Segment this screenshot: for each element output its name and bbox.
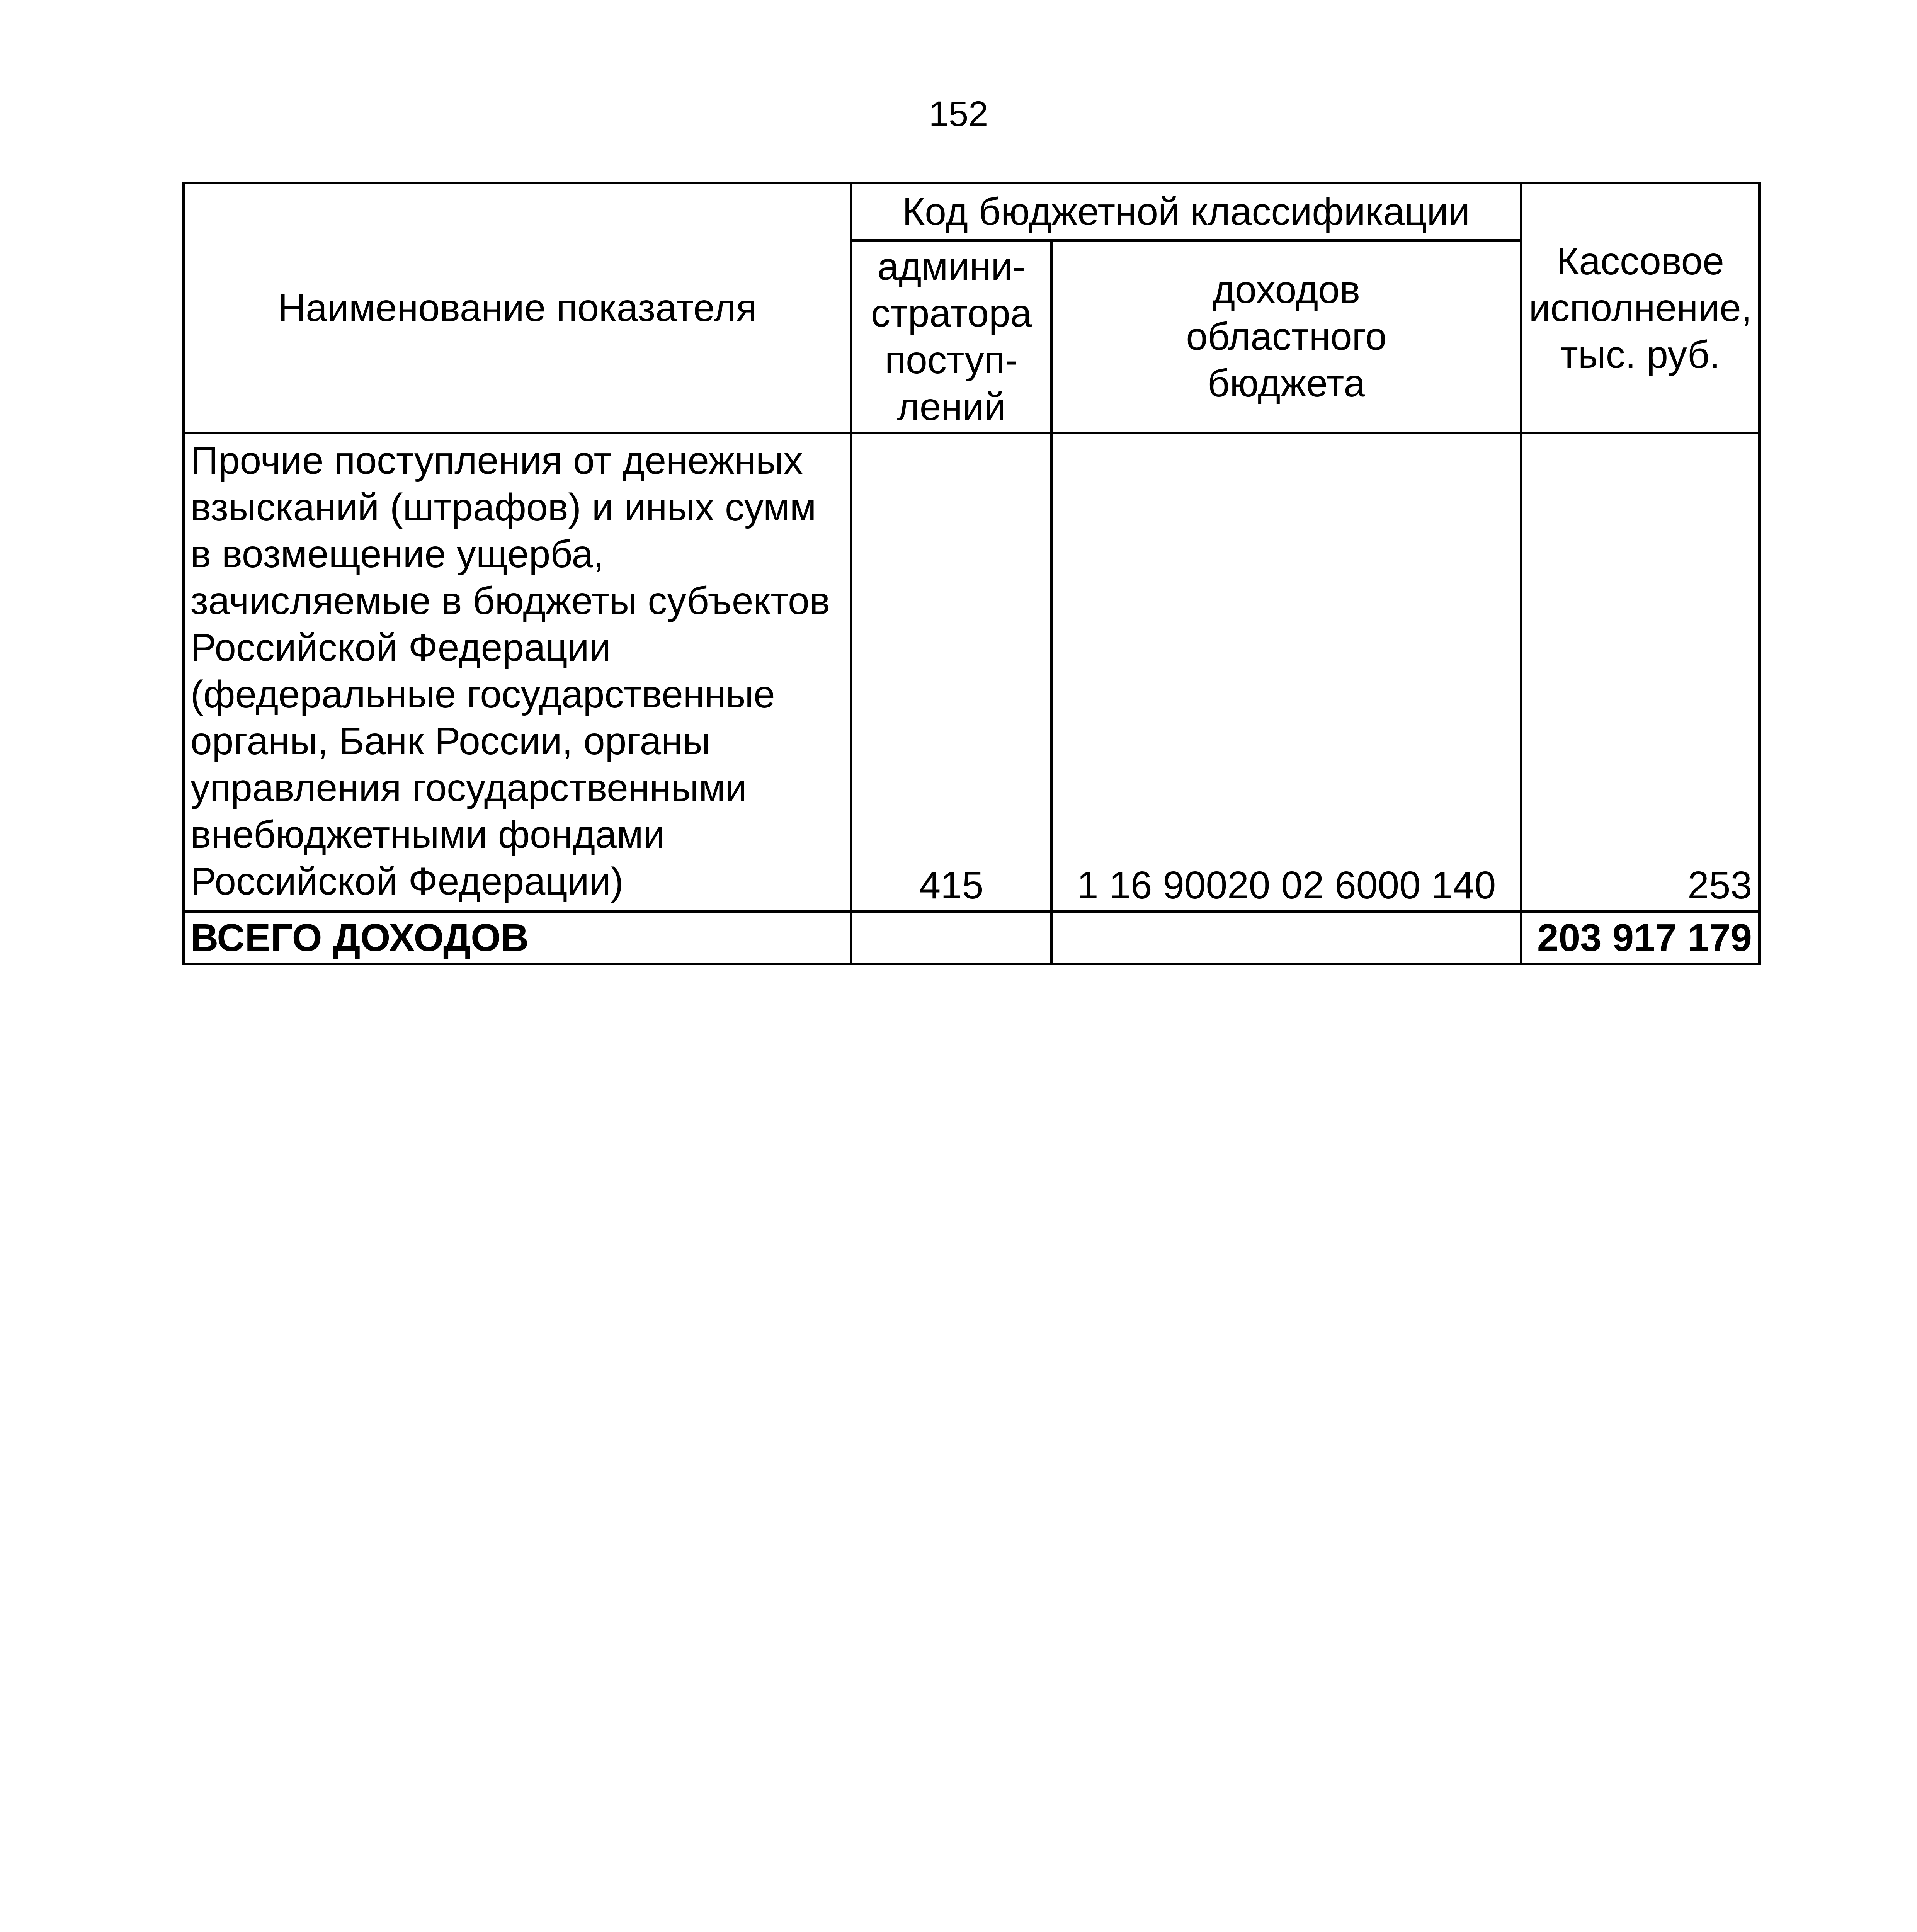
header-amount: Кассовое исполнение, тыс. руб. (1521, 183, 1760, 433)
header-code-group: Код бюджетной классификации (851, 183, 1521, 241)
revenue-table (182, 182, 1761, 965)
row-budget-code: 1 16 90020 02 6000 140 (1052, 433, 1521, 912)
row-name: Прочие поступления от денежных взысканий (штрафов) и иных сумм в возмещение ущерба, зачисляемые в бюджеты субъектов Российской Федерации (федеральные государственные органы, Банк России, органы управления государственными внебюджетными фондами Российской Федерации) (184, 433, 851, 912)
total-amount: 203 917 179 (1521, 912, 1760, 964)
row-admin-code: 415 (851, 433, 1052, 912)
total-code-empty (1052, 912, 1521, 964)
total-row (184, 912, 1760, 964)
page-number: 152 (929, 94, 988, 134)
row-amount: 253 (1521, 433, 1760, 912)
total-label: ВСЕГО ДОХОДОВ (184, 912, 851, 964)
header-admin: админи- стратора поступ- лений (851, 241, 1052, 433)
table-row (184, 433, 1760, 912)
total-admin-empty (851, 912, 1052, 964)
header-name: Наименование показателя (184, 183, 851, 433)
header-revenue: доходов областного бюджета (1052, 241, 1521, 433)
